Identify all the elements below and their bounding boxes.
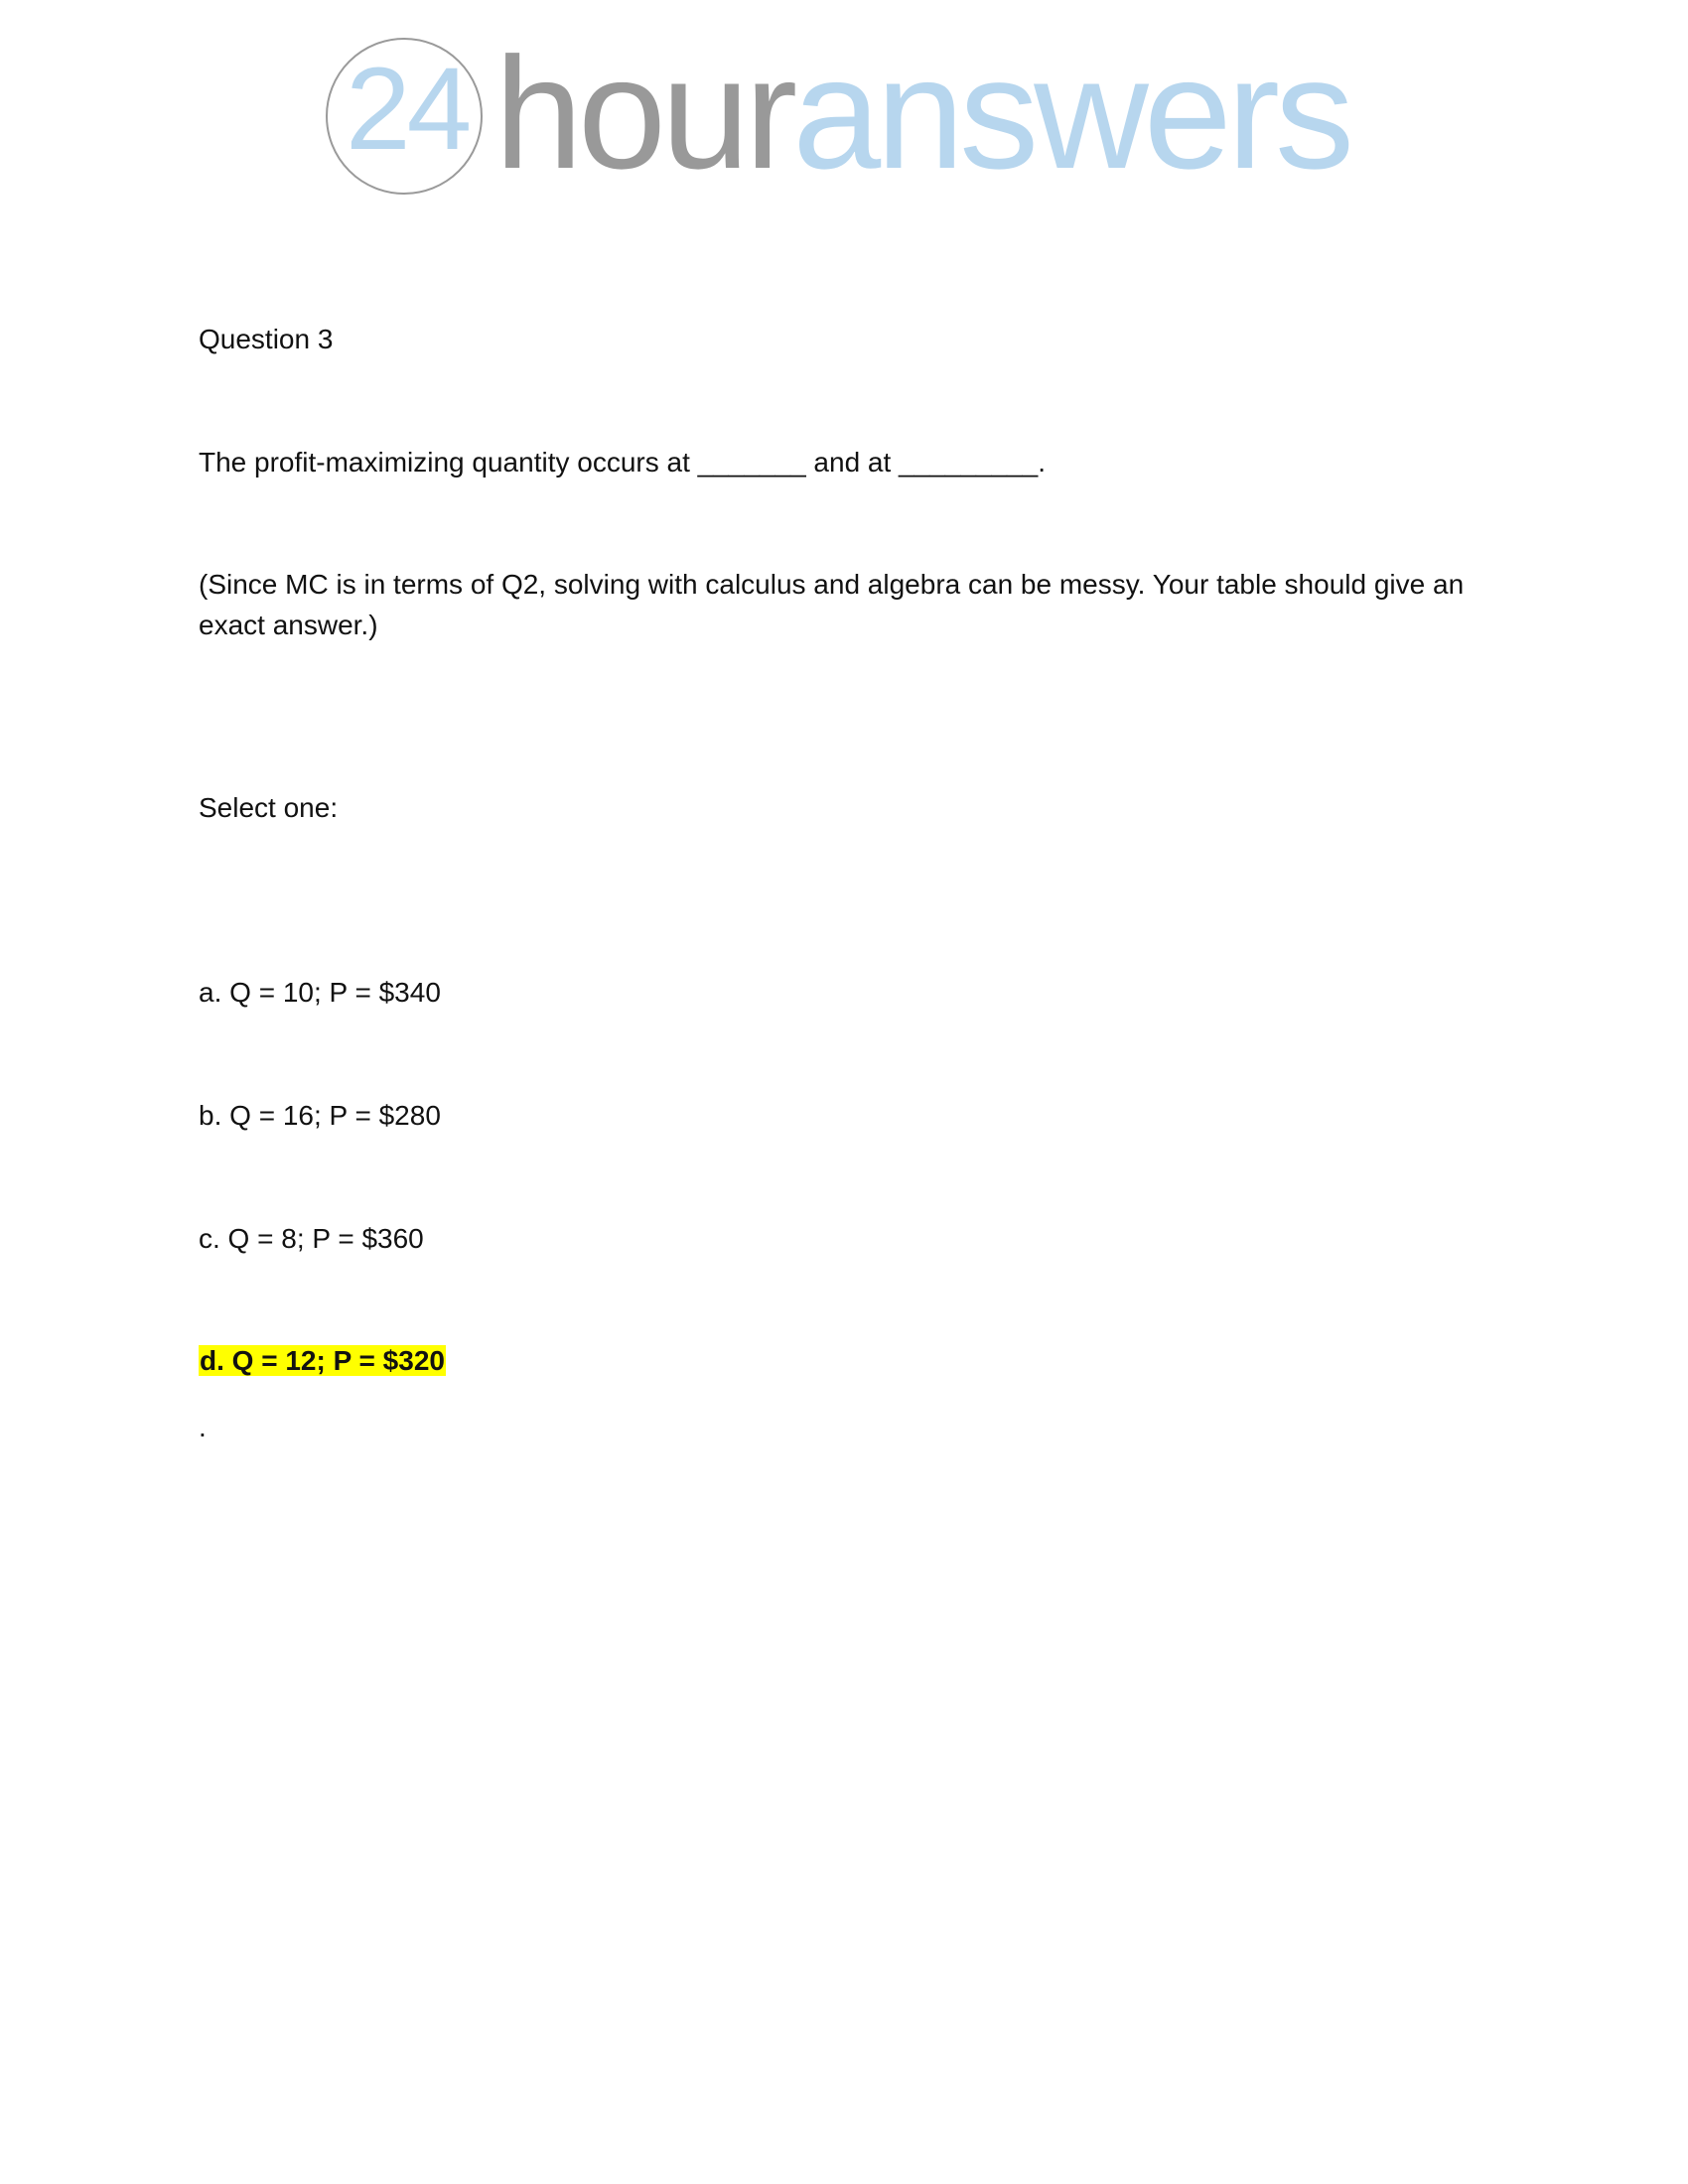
option-c[interactable]: c. Q = 8; P = $360 — [199, 1223, 424, 1254]
logo-number: 24 — [346, 44, 469, 175]
select-instruction: Select one: — [199, 792, 339, 823]
option-a[interactable]: a. Q = 10; P = $340 — [199, 977, 441, 1008]
question-prompt: The profit-maximizing quantity occurs at _______ and at _________. — [199, 447, 1046, 478]
option-b[interactable]: b. Q = 16; P = $280 — [199, 1100, 441, 1131]
question-title: Question 3 — [199, 324, 334, 354]
logo-word-answers: answers — [792, 24, 1350, 202]
trailing-period: . — [199, 1412, 207, 1442]
logo-word-hour: hour — [494, 24, 793, 202]
option-d[interactable] — [199, 1341, 446, 1381]
option-d-highlighted-answer: d. Q = 12; P = $320 — [200, 1345, 445, 1376]
question-note: (Since MC is in terms of Q2, solving with calculus and algebra can be messy. Your table should give an exact answer.) — [199, 569, 1465, 640]
24houranswers-logo — [326, 24, 1350, 202]
logo-wordmark — [494, 24, 1350, 202]
